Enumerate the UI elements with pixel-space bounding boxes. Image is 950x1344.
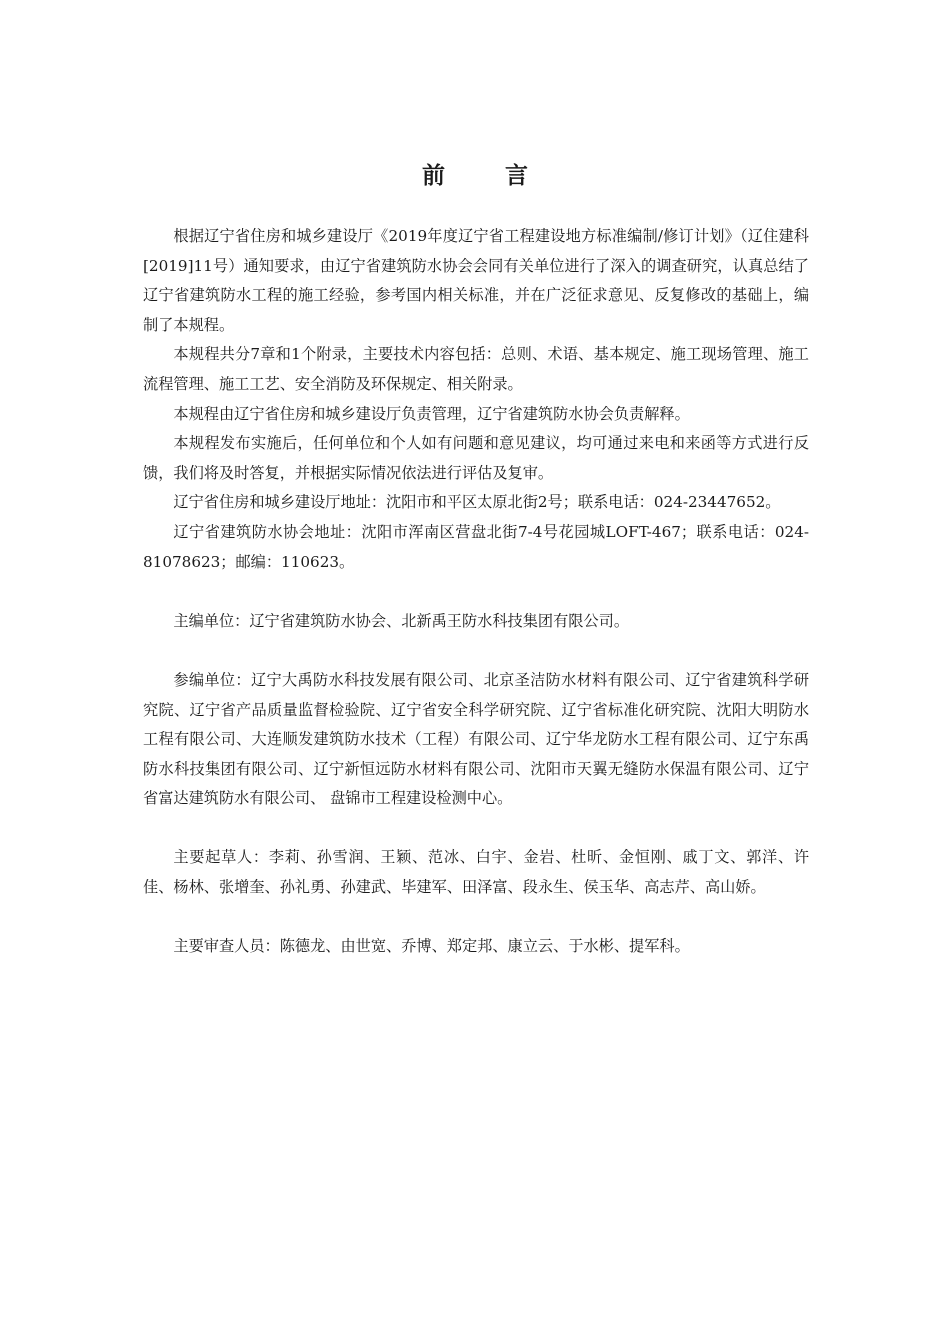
paragraph-management: 本规程由辽宁省住房和城乡建设厅负责管理，辽宁省建筑防水协会负责解释。 <box>173 404 690 423</box>
paragraph-contents: 本规程共分7章和1个附录，主要技术内容包括：总则、术语、基本规定、施工现场管理、施工流程管理、施工工艺、安全消防及环保规定、相关附录。 <box>143 345 809 393</box>
participating-units: 参编单位：辽宁大禹防水科技发展有限公司、北京圣洁防水材料有限公司、辽宁省建筑科学研究院、辽宁省产品质量监督检验院、辽宁省安全科学研究院、辽宁省标准化研究院、沈阳大明防水工程有限公司、大连顺发建筑防水技术（工程）有限公司、辽宁华龙防水工程有限公司、辽宁东禹防水科技集团有限公司、辽宁新恒远防水材料有限公司、沈阳市天翼无缝防水保温有限公司、辽宁省富达建筑防水有限公司、 盘锦市工程建设检测中心。 <box>143 670 809 808</box>
page-title: 前 言 <box>421 163 554 189</box>
main-reviewers: 主要审查人员：陈德龙、由世宽、乔博、郑定邦、康立云、于水彬、提军科。 <box>173 937 690 956</box>
paragraph-association-address: 辽宁省建筑防水协会地址：沈阳市浑南区营盘北街7-4号花园城LOFT-467；联系电话：024-81078623；邮编：110623。 <box>143 522 809 571</box>
chief-editor-units: 主编单位：辽宁省建筑防水协会、北新禹王防水科技集团有限公司。 <box>173 611 630 630</box>
paragraph-basis: 根据辽宁省住房和城乡建设厅《2019年度辽宁省工程建设地方标准编制/修订计划》（辽住建科[2019]11号）通知要求，由辽宁省建筑防水协会会同有关单位进行了深入的调查研究，认真总结了辽宁省建筑防水工程的施工经验，参考国内相关标准，并在广泛征求意见、反复修改的基础上，编制了本规程。 <box>143 227 809 334</box>
main-drafters: 主要起草人：李莉、孙雪润、王颖、范冰、白宇、金岩、杜昕、金恒刚、戚丁文、郭洋、许佳、杨林、张增奎、孙礼勇、孙建武、毕建军、田泽富、段永生、侯玉华、高志芹、高山娇。 <box>143 848 809 897</box>
paragraph-department-address: 辽宁省住房和城乡建设厅地址：沈阳市和平区太原北街2号；联系电话：024-23447652。 <box>173 493 781 512</box>
preface-body <box>143 222 809 962</box>
paragraph-feedback: 本规程发布实施后，任何单位和个人如有问题和意见建议，均可通过来电和来函等方式进行反馈，我们将及时答复，并根据实际情况依法进行评估及复审。 <box>143 434 809 482</box>
